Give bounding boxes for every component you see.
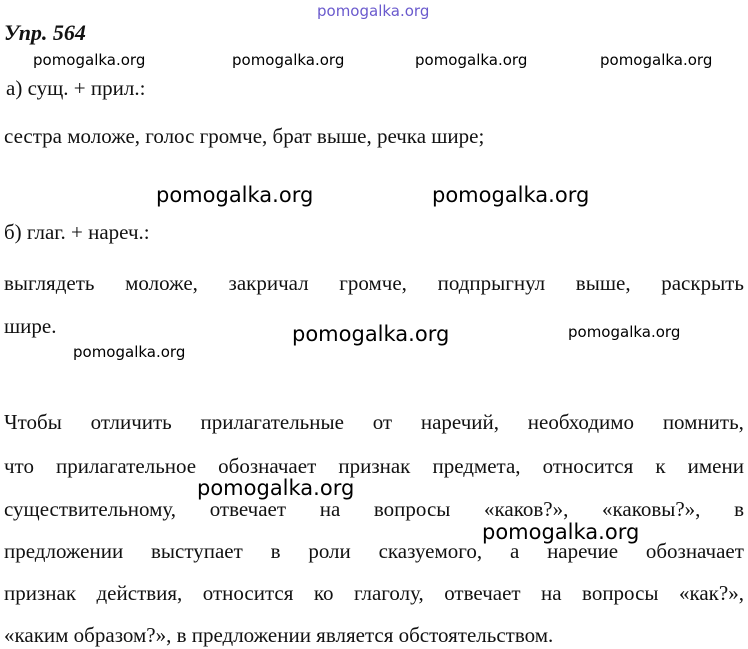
- word: выше,: [575, 271, 631, 295]
- word: ко: [313, 581, 334, 605]
- word: к: [655, 454, 666, 478]
- watermark: pomogalka.org: [482, 520, 640, 544]
- section-b-line-2: шире.: [4, 314, 57, 338]
- watermark: pomogalka.org: [232, 51, 345, 69]
- watermark: pomogalka.org: [197, 476, 355, 500]
- word: имени: [687, 454, 744, 478]
- word: необходимо: [527, 410, 635, 434]
- section-b-line-1: [4, 271, 744, 296]
- word: моложе,: [125, 271, 198, 295]
- word: на: [319, 497, 341, 521]
- word: роли: [308, 539, 351, 563]
- word: глаголу,: [353, 581, 424, 605]
- word: действия,: [96, 581, 183, 605]
- word: наречий,: [420, 410, 500, 434]
- word: Чтобы: [4, 410, 62, 434]
- word: вопросы: [373, 497, 451, 521]
- word: отвечает: [444, 581, 521, 605]
- word: выступает: [151, 539, 243, 563]
- word: раскрыть: [661, 271, 744, 295]
- word: подпрыгнул: [437, 271, 546, 295]
- watermark: pomogalka.org: [600, 51, 713, 69]
- word: предмета,: [432, 454, 521, 478]
- word: обозначает: [645, 539, 744, 563]
- word: прилагательное: [56, 454, 197, 478]
- word: «как?»,: [678, 581, 744, 605]
- word: сказуемого,: [378, 539, 483, 563]
- explanation-line-2: [4, 454, 744, 479]
- explanation-line-3: [4, 497, 744, 522]
- word: предложении: [4, 539, 124, 563]
- watermark: pomogalka.org: [292, 322, 450, 346]
- section-a-text: сестра моложе, голос громче, брат выше, речка шире;: [4, 124, 485, 148]
- explanation-line-5: [4, 581, 744, 606]
- word: относится: [542, 454, 634, 478]
- word: от: [372, 410, 393, 434]
- word: обозначает: [218, 454, 317, 478]
- word: громче,: [339, 271, 407, 295]
- watermark: pomogalka.org: [156, 183, 314, 207]
- word: что: [4, 454, 34, 478]
- explanation-line-4: [4, 539, 744, 564]
- watermark: pomogalka.org: [33, 51, 146, 69]
- watermark-top: pomogalka.org: [317, 2, 430, 20]
- word: а: [509, 539, 520, 563]
- word: в: [270, 539, 281, 563]
- section-a-heading: а) сущ. + прил.:: [6, 76, 146, 100]
- explanation-last-line: «каким образом?», в предложении является обстоятельством.: [4, 623, 554, 647]
- word: на: [541, 581, 562, 605]
- word: вопросы: [582, 581, 659, 605]
- word: относится: [202, 581, 294, 605]
- exercise-title: Упр. 564: [4, 20, 86, 45]
- word: помнить,: [662, 410, 744, 434]
- word: существительному,: [4, 497, 177, 521]
- word: выглядеть: [4, 271, 95, 295]
- word: «каковы?»,: [601, 497, 701, 521]
- word: наречие: [547, 539, 619, 563]
- section-b-heading: б) глаг. + нареч.:: [4, 220, 150, 244]
- word: в: [734, 497, 744, 521]
- watermark: pomogalka.org: [73, 343, 186, 361]
- watermark: pomogalka.org: [432, 183, 590, 207]
- watermark: pomogalka.org: [415, 51, 528, 69]
- watermark: pomogalka.org: [568, 323, 681, 341]
- word: признак: [4, 581, 77, 605]
- word: закричал: [228, 271, 309, 295]
- word: отвечает: [209, 497, 287, 521]
- explanation-line-1: [4, 410, 744, 435]
- word: отличить: [90, 410, 172, 434]
- word: «каков?»,: [484, 497, 569, 521]
- word: признак: [338, 454, 411, 478]
- word: прилагательные: [200, 410, 344, 434]
